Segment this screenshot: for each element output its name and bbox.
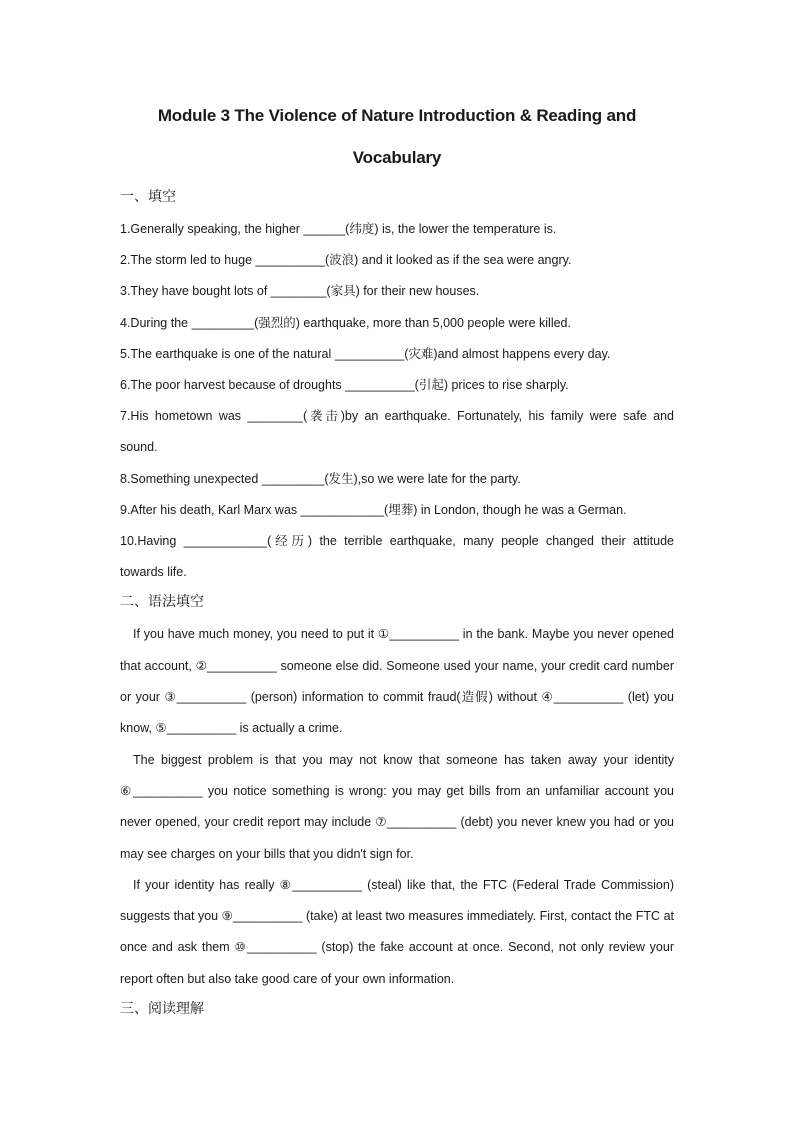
question-item: 2.The storm led to huge __________(波浪) and it looked as if the sea were angry. bbox=[120, 253, 572, 268]
page-title: Module 3 The Violence of Nature Introduction & Reading and bbox=[157, 106, 637, 125]
question-item: 9.After his death, Karl Marx was ____________(埋葬) in London, though he was a German. bbox=[120, 502, 627, 517]
question-item: 8.Something unexpected _________(发生),so we were late for the party. bbox=[120, 471, 521, 486]
section-heading-reading: 三、阅读理解 bbox=[120, 1000, 204, 1016]
grammar-paragraph: If you have much money, you need to put it ①__________ in the bank. Maybe you never opened that account, ②__________ someone else did. Someone used your name, your credit card number or your ③__________ (person) information to commit fraud(造假) without ④__________ (let) you know, ⑤__________ is actually a crime. bbox=[120, 627, 674, 736]
question-item: 5.The earthquake is one of the natural __________(灾难)and almost happens every day. bbox=[120, 346, 611, 361]
question-item: 3.They have bought lots of ________(家具) for their new houses. bbox=[120, 284, 480, 299]
grammar-paragraph: If your identity has really ⑧__________ (steal) like that, the FTC (Federal Trade Commission) suggests that you ⑨__________ (take) at least two measures immediately. First, contact the FTC at once and ask them ⑩__________ (stop) the fake account at once. Second, not only review your report often but also take good care of your own information. bbox=[120, 877, 674, 986]
question-item: 7.His hometown was ________(袭击)by an earthquake. Fortunately, his family were safe and sound. bbox=[120, 409, 674, 455]
section-heading-fill-in: 一、填空 bbox=[120, 188, 176, 204]
page-title-continued: Vocabulary bbox=[352, 148, 442, 167]
question-item: 6.The poor harvest because of droughts __________(引起) prices to rise sharply. bbox=[120, 378, 569, 393]
question-item: 4.During the _________(强烈的) earthquake, more than 5,000 people were killed. bbox=[120, 315, 571, 330]
question-item: 1.Generally speaking, the higher ______(纬度) is, the lower the temperature is. bbox=[120, 222, 557, 236]
grammar-paragraph: The biggest problem is that you may not know that someone has taken away your identity ⑥__________ you notice something is wrong: you may get bills from an unfamiliar account you never opened, your credit report may include ⑦__________ (debt) you never knew you had or you may see charges on your bills that you didn't sign for. bbox=[120, 752, 674, 861]
section-heading-grammar: 二、语法填空 bbox=[120, 593, 204, 610]
question-item: 10.Having ____________(经历) the terrible earthquake, many people changed their attitude towards life. bbox=[120, 534, 674, 580]
worksheet-content bbox=[120, 183, 674, 1026]
